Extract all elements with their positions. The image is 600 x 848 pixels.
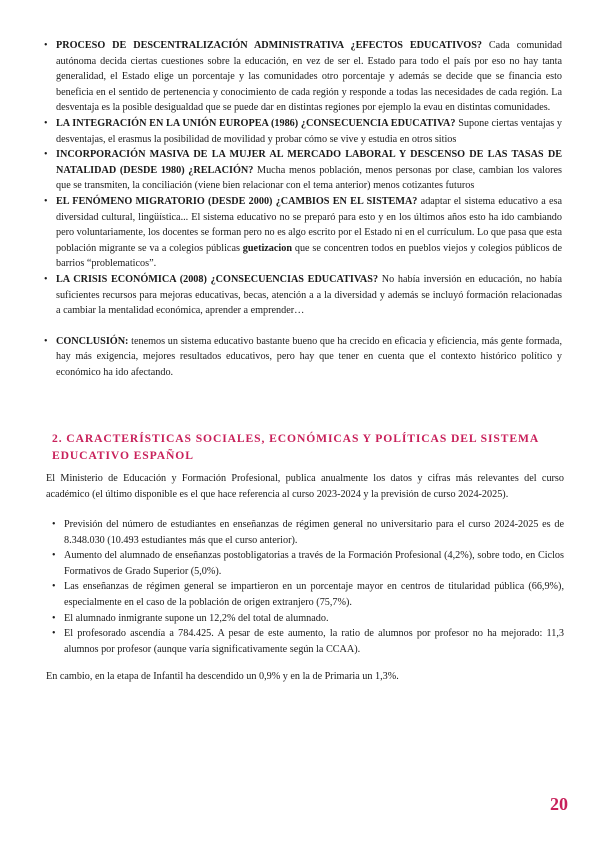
list-item <box>40 38 562 116</box>
bullet-text: adaptar el sistema educativo a esa diversidad cultural, lingüística... El sistema educativo no se preparó para esto y en los últimos años esto ha ido cambiando pero voluntariamente, los docentes se forman pero no es algo escrito por el Estado ni en el currículum. Lo que pasa que esta población migrante se va a colegios públicas <box>56 195 562 254</box>
list-item <box>40 272 562 319</box>
bullet-text: Cada comunidad autónoma decida ciertas cuestiones sobre la educación, en vez de ser el. Estado para todo el país por eso no hay tanta generalidad, el Estado elige un porcentaje y las comunidades otro porcentaje y además se decide que se financia esto beneficia en el sentido de pertenencia y conocimiento de cada región y responde a todas las necesidades de cada región. La desventaja es la posible desigualdad que se puede dar en distintas regiones por ejemplo la evau en distintas comunidades. <box>56 40 562 114</box>
list-item: • El profesorado ascendía a 784.425. A pesar de este aumento, la ratio de alumnos por profesor no ha mejorado: 11,3 alumnos por profesor (aunque varía significativamente según la CCAA). <box>46 626 564 657</box>
bullet-bold-word: guetizacion <box>242 242 293 254</box>
bullet-heading: EL FENÓMENO MIGRATORIO (DESDE 2000) ¿CAMBIOS EN EL SISTEMA? <box>56 195 418 207</box>
bullet-heading: PROCESO DE DESCENTRALIZACIÓN ADMINISTRATIVA ¿EFECTOS EDUCATIVOS? <box>56 40 482 51</box>
section-intro: El Ministerio de Educación y Formación Profesional, publica anualmente los datos y cifras más relevantes del curso académico (el último disponible es el que hace referencia al curso 2023-2024 y la previsión de curso 2024-2025). <box>46 473 564 500</box>
bullet-text: Supone ciertas ventajas y desventajas, el erasmus la posibilidad de movilidad y probar cómo se vive y estudia en otros sitios <box>56 117 562 145</box>
bullet-heading: LA INTEGRACIÓN EN LA UNIÓN EUROPEA (1986) ¿CONSECUENCIA EDUCATIVA? <box>56 117 456 129</box>
conclusion-item <box>40 334 562 381</box>
section-title: 2. CARACTERÍSTICAS SOCIALES, ECONÓMICAS Y POLÍTICAS DEL SISTEMA EDUCATIVO ESPAÑOL <box>52 432 539 462</box>
list-item: • Aumento del alumnado de enseñanzas postobligatorias a través de la Formación Profesional (4,2%), sobre todo, en Ciclos Formativos de Grado Superior (5,0%). <box>46 548 564 579</box>
list-item <box>40 194 562 272</box>
bullet-heading: INCORPORACIÓN MASIVA DE LA MUJER AL MERCADO LABORAL Y DESCENSO DE LAS TASAS DE NATALIDAD (DESDE 1980) ¿RELACIÓN? <box>56 149 562 176</box>
bullet-text: tenemos un sistema educativo bastante bueno que ha crecido en eficacia y eficiencia, más gente formada, hay más exigencia, mejores resultados educativos, pero hay que tener en cuenta que el contexto histórico político y económico ha ido afectando. <box>56 335 562 378</box>
bullet-text: No había inversión en educación, no había suficientes recursos para mejoras educativas, becas, atención a a la diversidad y además se incluyó formación relacionadas a cambiar la mentalidad económica, aprender a emprender… <box>56 273 562 317</box>
bullet-text: Mucha menos población, menos personas por clase, cambian los valores que se transmiten, la conciliación (viene bien relacionar con el tema anterior) menos cotizantes futuros <box>56 164 562 192</box>
page-number: 20 <box>550 794 568 814</box>
list-item <box>40 116 562 147</box>
bullet-heading: LA CRISIS ECONÓMICA (2008) ¿CONSECUENCIAS EDUCATIVAS? <box>56 273 379 285</box>
list-item: • Previsión del número de estudiantes en enseñanzas de régimen general no universitario para el curso 2024-2025 es de 8.348.030 (10.493 estudiantes más que el curso anterior). <box>46 517 564 548</box>
bullet-heading: CONCLUSIÓN: <box>56 335 129 347</box>
list-item <box>40 147 562 194</box>
bullet-text: que se concentren todos en pueblos viejos y colegios públicos de barrios “problematicos”. <box>56 242 563 270</box>
statistics-list <box>46 517 564 657</box>
closing-paragraph: En cambio, en la etapa de Infantil ha descendido un 0,9% y en la de Primaria un 1,3%. <box>46 671 399 682</box>
list-item: • El alumnado inmigrante supone un 12,2% del total de alumnado. <box>46 611 564 627</box>
context-bullet-list <box>40 38 562 380</box>
list-item: • Las enseñanzas de régimen general se impartieron en un porcentaje mayor en centros de titularidad pública (66,9%), especialmente en el caso de la población de origen extranjero (75,7%). <box>46 579 564 610</box>
